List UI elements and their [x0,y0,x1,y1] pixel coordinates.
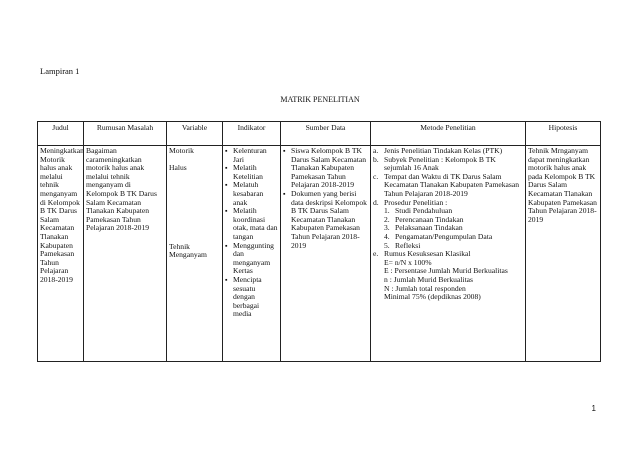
variable-motorik: Motorik [169,146,194,155]
metode-c-text: Tempat dan Waktu di TK Darus Salam Kecamatan Tlanakan Kabupaten Pamekasan Tahun Pelajaran 2018-2019 [384,171,520,198]
sumber-data-cell [281,146,371,362]
list-item [373,173,523,199]
metode-list [373,147,523,302]
list-marker: d. [373,197,379,207]
prosedur-text: Perencanaan Tindakan [395,214,464,224]
formula-line: N : Jumlah total responden [384,283,466,293]
indikator-cell [223,146,281,362]
attachment-label: Lampiran 1 [40,66,80,76]
list-item [373,250,523,302]
prosedur-text: Pelaksanaan Tindakan [395,223,463,233]
list-marker: e. [373,249,379,259]
hipotesis-cell: Tehnik Mrnganyam dapat meningkatkan motorik halus anak pada Kelompok B TK Darus Salam Kecamatan Tlanakan Kabupaten Pamekasan Tahun Pelajaran 2018-2019 [526,146,601,362]
indikator-list [225,147,278,319]
list-marker: a. [373,146,379,155]
list-marker: 2. [384,214,390,224]
formula-line: E : Persentase Jumlah Murid Berkualitas [384,266,508,276]
prosedur-list [384,207,523,250]
list-marker: 1. [384,206,390,216]
list-item: ▪ Mencipta sesuatu dengan berbagai media [225,276,278,319]
metode-e-text: Rumus Kesuksesan Klasikal [384,249,471,259]
variable-halus: Halus [169,163,187,173]
prosedur-text: Pengamatan/Pengumpulan Data [395,231,493,241]
variable-tehnik-menganyam: Tehnik Menganyam [169,241,207,260]
header-hipotesis: Hipotesis [526,122,601,146]
list-item: ▪ Dokumen yang berisi data deskripsi Kelompok B TK Darus Salam Kecamatan Tlanakan Kabupaten Pamekasan Tahun Pelajaran 2018-2019 [283,190,368,250]
metode-a-text: Jenis Penelitian Tindakan Kelas (PTK) [384,146,503,155]
list-item [373,199,523,251]
list-item: ▪ Kelenturan Jari [225,147,278,164]
metode-penelitian-cell [371,146,526,362]
formula-line: E= n/N x 100% [384,257,432,267]
research-matrix-table [37,121,601,362]
prosedur-text: Studi Pendahuluan [395,206,453,216]
header-rumusan-masalah: Rumusan Masalah [84,122,167,146]
formula-line: n : Jumlah Murid Berkualitas [384,274,474,284]
list-item: ▪ Melatih Ketelitian [225,164,278,181]
list-item: ▪ Melatuh kesabaran anak [225,181,278,207]
list-item: ▪ Menggunting dan menganyam Kertas [225,242,278,276]
header-indikator: Indikator [223,122,281,146]
header-judul: Judul [38,122,84,146]
header-variable: Variable [167,122,223,146]
metode-d-text: Prosedur Penelitian : [384,197,448,207]
formula-line: Minimal 75% (depdiknas 2008) [384,292,481,302]
rumusan-cell: Bagaiman carameningkatkan motorik halus anak melalui tehnik menganyam di Kelompok B TK Darus Salam Kecamatan Tlanakan Kabupaten Pamekasan Tahun Pelajaran 2018-2019 [84,146,167,362]
document-title: MATRIK PENELITIAN [280,95,360,104]
header-sumber-data: Sumber Data [281,122,371,146]
page-number: 1 [591,404,596,413]
list-item [373,156,523,173]
list-marker: c. [373,171,379,181]
table-row [38,146,601,362]
header-metode-penelitian: Metode Penelitian [371,122,526,146]
judul-cell: Meningkatkan Motorik halus anak melalui tehnik menganyam di Kelompok B TK Darus Salam Kecamatan Tlanakan Kabupaten Pamekasan Tahun Pelajaran 2018-2019 [38,146,84,362]
list-marker: 5. [384,240,390,250]
prosedur-text: Refleksi [395,240,421,250]
list-marker: 3. [384,223,390,233]
sumber-data-list [283,147,368,250]
table-header-row [38,122,601,146]
list-item: ▪ Siswa Kelompok B TK Darus Salam Kecamatan Tlanakan Kabupaten Pamekasan Tahun Pelajaran 2018-2019 [283,147,368,190]
list-marker: 4. [384,231,390,241]
metode-b-text: Subyek Penelitian : Kelompok B TK sejumlah 16 Anak [384,154,496,173]
variable-cell [167,146,223,362]
list-marker: b. [373,154,379,164]
list-item: ▪ Melatih koordinasi otak, mata dan tangan [225,207,278,241]
